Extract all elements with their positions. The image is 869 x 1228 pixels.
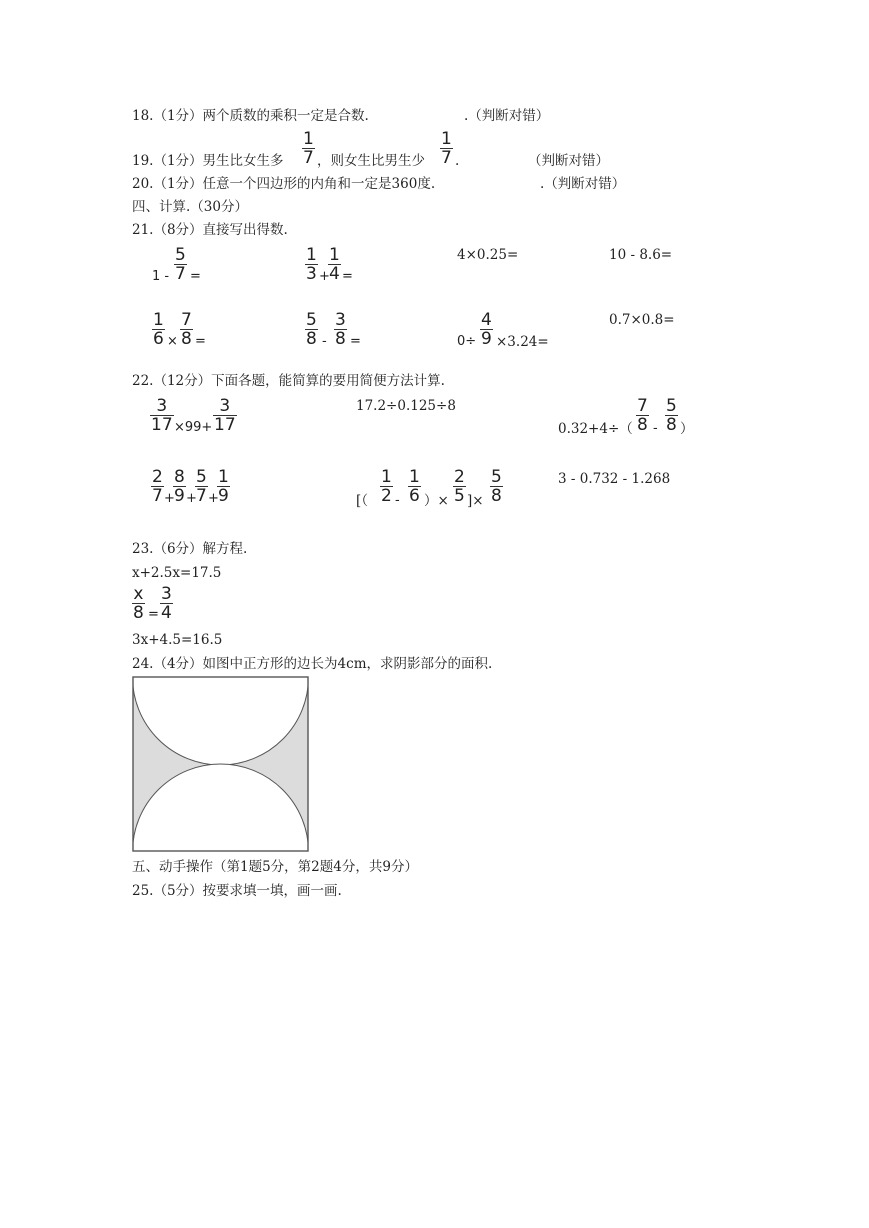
q21-a-pre: 1 - — [152, 269, 170, 284]
q22-title: 22.（12分）下面各题，能简算的要用简便方法计算. — [132, 373, 445, 389]
q22-e-op-2: ）× — [424, 493, 449, 509]
q21-f-op: - — [322, 334, 327, 349]
q22-e-op-3: ]× — [467, 493, 484, 509]
q19-fraction-1: $\frac{1}{7}$ — [303, 129, 314, 168]
q22-c-fraction-2: $\frac{5}{8}$ — [666, 396, 677, 435]
q18-line — [132, 107, 369, 125]
q24-figure — [132, 676, 310, 852]
q21-f-eq: = — [350, 334, 361, 349]
q21-b-fraction-1: $\frac{1}{3}$ — [306, 245, 317, 284]
q19-line — [132, 152, 284, 170]
section-4-heading: 四、计算.（30分） — [132, 199, 248, 215]
q21-e-fraction-1: $\frac{1}{6}$ — [153, 310, 164, 349]
q22-d-fraction-2: $\frac{8}{9}$ — [174, 467, 185, 506]
q22-c-pre: 0.32+4÷（ — [558, 421, 633, 437]
q22-a-op: ×99+ — [174, 420, 213, 435]
q22-b: 17.2÷0.125÷8 — [356, 398, 456, 414]
q22-c-post: ） — [680, 421, 694, 437]
q21-e-op: × — [167, 334, 178, 349]
q22-d-fraction-4: $\frac{1}{9}$ — [218, 467, 229, 506]
q23-equation-3: 3x+4.5=16.5 — [132, 632, 223, 648]
q21-g-pre: 0÷ — [457, 334, 477, 349]
q22-a-fraction-2: $\frac{3}{17}$ — [214, 396, 236, 435]
q21-h: 0.7×0.8= — [609, 312, 675, 328]
q21-b-fraction-2: $\frac{1}{4}$ — [329, 245, 340, 284]
q22-e-fraction-4: $\frac{5}{8}$ — [491, 467, 502, 506]
q20-line — [132, 175, 435, 193]
q21-b-op: + — [319, 269, 330, 284]
q19-dot: . — [455, 153, 460, 169]
q22-e-fraction-3: $\frac{2}{5}$ — [454, 467, 465, 506]
q21-c: 4×0.25= — [457, 247, 519, 263]
section-5-heading: 五、动手操作（第1题5分，第2题4分，共9分） — [132, 859, 418, 875]
q23-equation-2-fraction-1: $\frac{x}{8}$ — [133, 584, 144, 623]
q21-a-eq: = — [190, 269, 201, 284]
q21-e-eq: = — [195, 334, 206, 349]
q22-e-pre: [（ — [356, 493, 369, 509]
q24-title: 24.（4分）如图中正方形的边长为4cm，求阴影部分的面积. — [132, 656, 493, 672]
q22-d-op-1: + — [164, 491, 175, 506]
q23-equation-2-op: = — [148, 607, 159, 622]
q21-g-post: ×3.24= — [496, 334, 549, 350]
q21-a-fraction: $\frac{5}{7}$ — [175, 245, 186, 284]
q23-equation-2-fraction-2: $\frac{3}{4}$ — [161, 584, 172, 623]
q22-d-fraction-3: $\frac{5}{7}$ — [196, 467, 207, 506]
q22-e-fraction-2: $\frac{1}{6}$ — [409, 467, 420, 506]
q21-d: 10 - 8.6= — [609, 247, 673, 263]
q19-judge: （判断对错） — [528, 153, 609, 169]
q22-f: 3 - 0.732 - 1.268 — [558, 471, 671, 487]
q22-e-fraction-1: $\frac{1}{2}$ — [381, 467, 392, 506]
q20-text: 20.（1分）任意一个四边形的内角和一定是360度. — [132, 176, 436, 192]
q19-fraction-2: $\frac{1}{7}$ — [441, 129, 452, 168]
q22-d-op-3: + — [208, 491, 219, 506]
q21-b-eq: = — [342, 269, 353, 284]
q21-g-fraction: $\frac{4}{9}$ — [481, 310, 492, 349]
q21-f-fraction-1: $\frac{5}{8}$ — [306, 310, 317, 349]
q22-e-op-1: - — [395, 493, 400, 508]
q22-a-fraction-1: $\frac{3}{17}$ — [151, 396, 173, 435]
q18-judge: .（判断对错） — [464, 108, 550, 124]
q22-c-op: - — [653, 421, 658, 436]
q21-title: 21.（8分）直接写出得数. — [132, 222, 288, 238]
q22-d-op-2: + — [186, 491, 197, 506]
q19-mid: ，则女生比男生少 — [317, 153, 425, 169]
q21-e-fraction-2: $\frac{7}{8}$ — [181, 310, 192, 349]
q22-c-fraction-1: $\frac{7}{8}$ — [637, 396, 648, 435]
q20-judge: .（判断对错） — [540, 176, 626, 192]
q23-title: 23.（6分）解方程. — [132, 541, 248, 557]
q23-equation-1: x+2.5x=17.5 — [132, 565, 222, 581]
q18-text: 18.（1分）两个质数的乘积一定是合数. — [132, 108, 369, 124]
q25-title: 25.（5分）按要求填一填，画一画. — [132, 883, 342, 899]
q21-f-fraction-2: $\frac{3}{8}$ — [335, 310, 346, 349]
q22-d-fraction-1: $\frac{2}{7}$ — [152, 467, 163, 506]
q19-prefix: 19.（1分）男生比女生多 — [132, 153, 284, 169]
